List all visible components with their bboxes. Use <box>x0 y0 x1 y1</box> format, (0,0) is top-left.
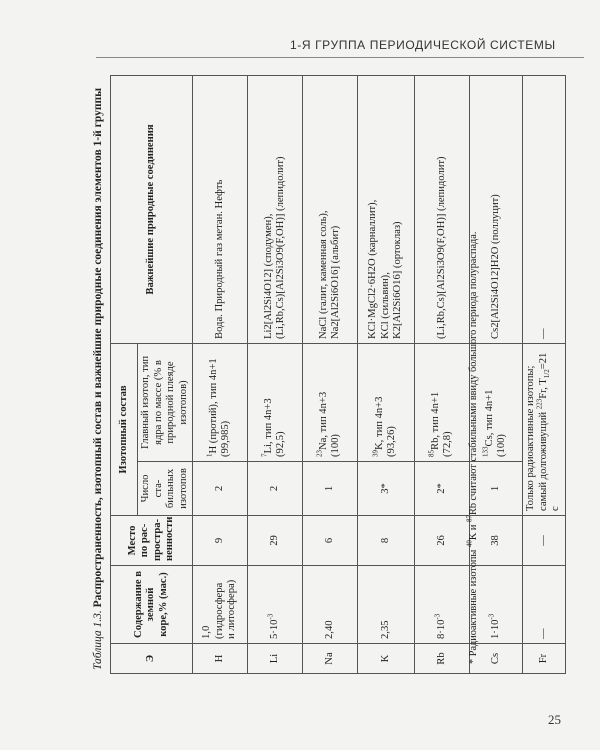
compounds-cell: KCl·MgCl2·6H2O (карналлит), KCl (сильвин), K2[Al2Si6O16] (ортоклаз) <box>358 76 415 344</box>
table-row <box>303 76 358 674</box>
stable-cell: 2 <box>248 462 303 516</box>
content-cell: 2,35 <box>358 566 415 644</box>
rank-cell: 8 <box>358 516 415 566</box>
header-element: Э <box>111 644 193 674</box>
header-compounds: Важнейшие природные соединения <box>111 76 193 344</box>
caption-label: Таблица 1.3. <box>92 610 104 670</box>
table-row <box>248 76 303 674</box>
footnote: * Радиоактивные изотопы $^{40}$K и $^{87}$Rb считают стабильными ввиду большого периода полураспада. <box>465 231 479 664</box>
isotope-cell: $^{23}$Na, тип 4n+3 (100) <box>303 344 358 462</box>
rank-cell: 9 <box>193 516 248 566</box>
rank-cell: 6 <box>303 516 358 566</box>
isotope-cell: Только радиоактивные изотопы; самый долгоживущий $^{223}$Fr, $T_{1/2}=21$ с <box>523 344 566 516</box>
compounds-cell: NaCl (галит, каменная соль), Na2[Al2Si6O16] (альбит) <box>303 76 358 344</box>
table-row <box>358 76 415 674</box>
element-cell: Rb <box>415 644 470 674</box>
table-row <box>193 76 248 674</box>
table-caption <box>92 80 105 670</box>
isotope-cell: $^{133}$Cs, тип 4n+1 (100) <box>470 344 523 462</box>
rank-cell: 29 <box>248 516 303 566</box>
header-rank: Место по рас-простра-ненности <box>111 516 193 566</box>
stable-cell: 1 <box>303 462 358 516</box>
element-cell: Li <box>248 644 303 674</box>
isotope-cell: $^{39}$K, тип 4n+3 (93,26) <box>358 344 415 462</box>
page-number: 25 <box>548 712 561 727</box>
compounds-cell: Вода. Природный газ метан. Нефть <box>193 76 248 344</box>
header-isotopic: Изотопный состав <box>111 344 138 516</box>
rotated-table-block <box>92 82 561 682</box>
compounds-cell: (Li,Rb,Cs)[Al2Si3O9(F,OH)] (лепидолит) <box>415 76 470 344</box>
element-cell: H <box>193 644 248 674</box>
element-cell: Na <box>303 644 358 674</box>
element-cell: Cs <box>470 644 523 674</box>
rank-cell: 26 <box>415 516 470 566</box>
compounds-cell: — <box>523 76 566 344</box>
content-cell: 1,0 (гидросфера и литосфера) <box>193 566 248 644</box>
rank-cell: — <box>523 516 566 566</box>
isotope-cell: $^7$Li, тип 4n+3 (92,5) <box>248 344 303 462</box>
content-cell: $8\cdot 10^{-3}$ <box>415 566 470 644</box>
content-cell: $1\cdot 10^{-3}$ <box>470 566 523 644</box>
isotope-cell: $^{85}$Rb, тип 4n+1 (72,8) <box>415 344 470 462</box>
table-row <box>415 76 470 674</box>
isotope-cell: $^1$H (протий), тип 4n+1 (99,985) <box>193 344 248 462</box>
isotope-table <box>110 75 566 674</box>
content-cell: 2,40 <box>303 566 358 644</box>
content-cell: — <box>523 566 566 644</box>
stable-cell: 2* <box>415 462 470 516</box>
header-content: Содержание в земной коре,% (мас.) <box>111 566 193 644</box>
header-main-isotope: Главный изотоп, тип ядра по массе (% в природной плеяде изотопов) <box>138 344 193 462</box>
running-head: 1-Я ГРУППА ПЕРИОДИЧЕСКОЙ СИСТЕМЫ <box>290 38 556 52</box>
stable-cell: 1 <box>470 462 523 516</box>
stable-cell: 2 <box>193 462 248 516</box>
compounds-cell: Li2[Al2Si4O12] (сподумен), (Li,Rb,Cs)[Al2Si3O9(F,OH)] (лепидолит) <box>248 76 303 344</box>
stable-cell: 3* <box>358 462 415 516</box>
caption-title: Распространенность, изотопный состав и важнейшие природные соединения элементов 1-й группы <box>92 87 104 608</box>
content-cell: $5\cdot 10^{-3}$ <box>248 566 303 644</box>
compounds-cell: Cs2[Al2Si4O12]H2O (поллуцит) <box>470 76 523 344</box>
element-cell: Fr <box>523 644 566 674</box>
rank-cell: 38 <box>470 516 523 566</box>
header-stable-count: Число ста-бильных изотопов <box>138 462 193 516</box>
header-rule <box>96 57 584 58</box>
element-cell: K <box>358 644 415 674</box>
table-row <box>523 76 566 674</box>
